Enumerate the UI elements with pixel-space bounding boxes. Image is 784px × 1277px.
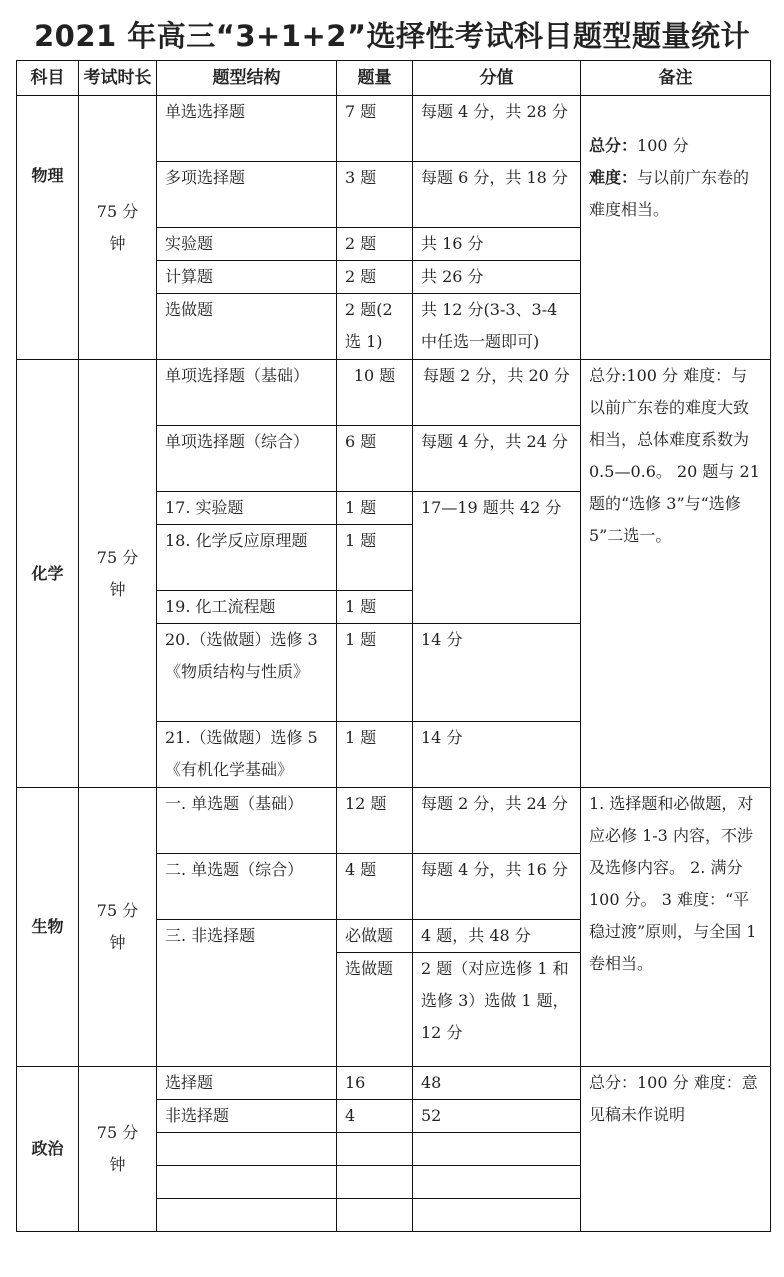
empty-cell bbox=[157, 1133, 337, 1166]
count-cell: 1 题 bbox=[337, 492, 413, 525]
count-cell: 2 题(2 选 1) bbox=[337, 294, 413, 360]
empty-cell bbox=[413, 1133, 581, 1166]
score-cell: 共 16 分 bbox=[413, 228, 581, 261]
difficulty-label: 难度： bbox=[589, 168, 638, 187]
header-note: 备注 bbox=[581, 61, 771, 96]
score-cell: 每题 4 分，共 24 分 bbox=[413, 426, 581, 492]
header-count: 题量 bbox=[337, 61, 413, 96]
total-value: 100 分 bbox=[637, 136, 689, 155]
structure-cell: 单选选择题 bbox=[157, 96, 337, 162]
structure-cell: 21.（选做题）选修 5《有机化学基础》 bbox=[157, 722, 337, 788]
count-cell: 4 bbox=[337, 1100, 413, 1133]
score-cell: 每题 4 分，共 28 分 bbox=[413, 96, 581, 162]
structure-cell: 20.（选做题）选修 3《物质结构与性质》 bbox=[157, 624, 337, 722]
duration-physics: 75 分钟 bbox=[79, 96, 157, 360]
score-cell: 共 12 分(3-3、3-4 中任选一题即可) bbox=[413, 294, 581, 360]
count-cell: 2 题 bbox=[337, 261, 413, 294]
score-cell: 每题 2 分，共 24 分 bbox=[413, 788, 581, 854]
subject-biology: 生物 bbox=[17, 788, 79, 1067]
subject-politics: 政治 bbox=[17, 1067, 79, 1232]
table-row bbox=[17, 1067, 771, 1100]
count-cell: 6 题 bbox=[337, 426, 413, 492]
score-cell: 4 题，共 48 分 bbox=[413, 920, 581, 953]
count-cell: 必做题 bbox=[337, 920, 413, 953]
note-physics bbox=[581, 96, 771, 360]
count-cell: 选做题 bbox=[337, 953, 413, 1067]
score-cell: 17—19 题共 42 分 bbox=[413, 492, 581, 624]
table-row bbox=[17, 360, 771, 426]
structure-cell: 选择题 bbox=[157, 1067, 337, 1100]
score-cell: 52 bbox=[413, 1100, 581, 1133]
structure-cell: 18. 化学反应原理题 bbox=[157, 525, 337, 591]
structure-cell: 实验题 bbox=[157, 228, 337, 261]
table-row bbox=[17, 96, 771, 162]
score-cell: 每题 2 分，共 20 分 bbox=[413, 360, 581, 426]
count-cell: 10 题 bbox=[337, 360, 413, 426]
score-cell: 48 bbox=[413, 1067, 581, 1100]
structure-cell: 三. 非选择题 bbox=[157, 920, 337, 1067]
empty-cell bbox=[337, 1199, 413, 1232]
structure-cell: 选做题 bbox=[157, 294, 337, 360]
subject-chemistry: 化学 bbox=[17, 360, 79, 788]
count-cell: 16 bbox=[337, 1067, 413, 1100]
structure-cell: 非选择题 bbox=[157, 1100, 337, 1133]
duration-politics: 75 分钟 bbox=[79, 1067, 157, 1232]
count-cell: 12 题 bbox=[337, 788, 413, 854]
count-cell: 3 题 bbox=[337, 162, 413, 228]
structure-cell: 单项选择题（综合） bbox=[157, 426, 337, 492]
empty-cell bbox=[157, 1199, 337, 1232]
table-row bbox=[17, 788, 771, 854]
structure-cell: 多项选择题 bbox=[157, 162, 337, 228]
structure-cell: 单项选择题（基础） bbox=[157, 360, 337, 426]
header-structure: 题型结构 bbox=[157, 61, 337, 96]
count-cell: 1 题 bbox=[337, 525, 413, 591]
count-cell: 1 题 bbox=[337, 722, 413, 788]
header-score: 分值 bbox=[413, 61, 581, 96]
empty-cell bbox=[337, 1133, 413, 1166]
page-title: 2021 年高三“3+1+2”选择性考试科目题型题量统计 bbox=[33, 19, 751, 53]
empty-cell bbox=[413, 1166, 581, 1199]
header-subject: 科目 bbox=[17, 61, 79, 96]
duration-biology: 75 分钟 bbox=[79, 788, 157, 1067]
structure-cell: 二. 单选题（综合） bbox=[157, 854, 337, 920]
score-cell: 每题 4 分，共 16 分 bbox=[413, 854, 581, 920]
note-politics: 总分：100 分 难度：意见稿未作说明 bbox=[581, 1067, 771, 1232]
duration-chemistry: 75 分钟 bbox=[79, 360, 157, 788]
count-cell: 4 题 bbox=[337, 854, 413, 920]
empty-cell bbox=[337, 1166, 413, 1199]
note-chemistry: 总分:100 分 难度：与以前广东卷的难度大致相当，总体难度系数为 0.5—0.6。 20 题与 21 题的“选修 3”与“选修 5”二选一。 bbox=[581, 360, 771, 788]
count-cell: 1 题 bbox=[337, 591, 413, 624]
score-cell: 14 分 bbox=[413, 722, 581, 788]
score-cell: 2 题（对应选修 1 和选修 3）选做 1 题，12 分 bbox=[413, 953, 581, 1067]
empty-cell bbox=[157, 1166, 337, 1199]
count-cell: 2 题 bbox=[337, 228, 413, 261]
structure-cell: 17. 实验题 bbox=[157, 492, 337, 525]
empty-cell bbox=[413, 1199, 581, 1232]
note-biology: 1. 选择题和必做题，对应必修 1-3 内容，不涉及选修内容。 2. 满分 100 分。 3 难度：“平稳过渡”原则，与全国 1 卷相当。 bbox=[581, 788, 771, 1067]
header-row bbox=[17, 61, 771, 96]
score-cell: 14 分 bbox=[413, 624, 581, 722]
difficulty-value: 与以前广东卷的难度相当。 bbox=[589, 168, 750, 219]
count-cell: 7 题 bbox=[337, 96, 413, 162]
score-cell: 共 26 分 bbox=[413, 261, 581, 294]
count-cell: 1 题 bbox=[337, 624, 413, 722]
total-label: 总分： bbox=[589, 136, 638, 155]
header-duration: 考试时长 bbox=[79, 61, 157, 96]
structure-cell: 一. 单选题（基础） bbox=[157, 788, 337, 854]
score-cell: 每题 6 分，共 18 分 bbox=[413, 162, 581, 228]
subject-physics: 物理 bbox=[17, 96, 79, 360]
exam-statistics-table bbox=[16, 60, 771, 1232]
structure-cell: 19. 化工流程题 bbox=[157, 591, 337, 624]
structure-cell: 计算题 bbox=[157, 261, 337, 294]
